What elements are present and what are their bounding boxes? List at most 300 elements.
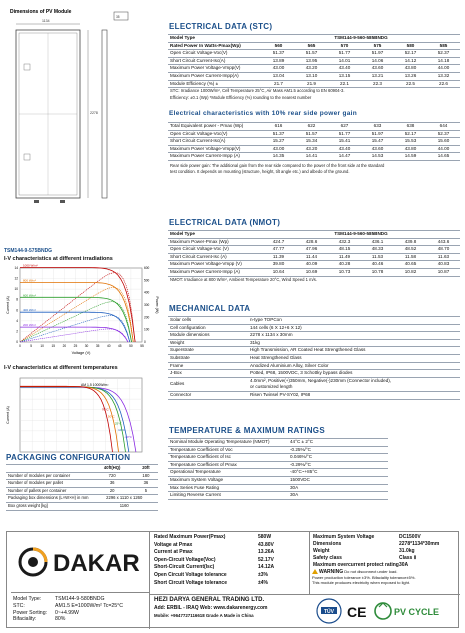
rating-label: Rated Maximum Power(Pmax) [154,534,226,540]
bifacial-label: Short Circuit Current-Isc(A) [168,138,262,146]
rating-value: 580W [258,534,272,540]
stc-value: 22.1 [328,80,361,88]
stc-table [168,34,460,88]
nmot-row [168,246,460,254]
y2-tick-label: 400 [144,290,150,295]
x-tick-label: 0 [19,344,21,348]
svg-text:TÜV: TÜV [324,609,334,615]
mechanical-value: High Transmission, AR Coated Heat Strengthened Glass [248,347,460,355]
nmot-value: 48.70 [427,246,460,254]
temperature-value: 0.046%/°C [288,454,388,462]
system-label: Maximum overcurrent protect rating [313,562,399,568]
x-tick-label: 20 [62,344,67,348]
mechanical-value: n-type TOPCon [248,317,460,325]
label-divider-3 [149,594,460,595]
packaging-title: PACKAGING CONFIGURATION [6,453,131,462]
nmot-value: 10.64 [262,268,295,276]
rating-value: 14.12A [258,564,275,571]
y2-axis-label: Power (W) [155,296,159,314]
nmot-value: 48.52 [394,246,427,254]
stc-value: 52.17 [394,50,427,58]
y-tick-label: 8 [16,297,18,302]
nmot-value: 428.6 [295,238,328,246]
nmot-value: 40.83 [427,261,460,269]
nmot-row [168,261,460,269]
stc-value: 43.20 [295,65,328,73]
brand-name: DAKAR [53,550,140,577]
stc-row [168,72,460,80]
stc-value: 14.06 [361,57,394,65]
mechanical-title: MECHANICAL DATA [169,304,251,313]
label-system [313,534,458,569]
pack-header-40ft: 40ft(HQ) [91,465,134,473]
bifacial-row [168,145,460,153]
nmot-value: 10.73 [328,268,361,276]
warning-text-3: This module produces electricity when exposed to light. [312,580,411,585]
y-axis-label: Current (A) [6,406,10,424]
system-value: Class Ⅱ [399,555,417,561]
bifacial-value: 52.17 [394,130,427,138]
stc-value: 580 [394,42,427,50]
stc-value: 14.01 [328,57,361,65]
bifacial-label: Total Equivalent power - Pmax (Wp) [168,123,262,131]
stc-value: 43.00 [262,65,295,73]
temperature-label: Nominal Module Operating Temperature (NMOT) [168,439,288,447]
rating-row [154,564,304,572]
bifacial-value: 51.57 [295,130,328,138]
system-value: DC1500V [399,534,421,540]
module-dimension-drawing [4,4,132,204]
system-label: Safety class [313,555,342,561]
bifacial-value: 14.53 [361,153,394,161]
nmot-value: 39.80 [262,261,295,269]
packaging-value: 20 [91,487,134,495]
stc-row [168,65,460,73]
stc-row [168,42,460,50]
stc-value: 13.89 [262,57,295,65]
bifacial-value: 43.80 [394,145,427,153]
x-tick-label: 10 [40,344,44,348]
bifacial-row [168,153,460,161]
mechanical-value: 31kg [248,339,460,347]
nmot-value: 439.8 [394,238,427,246]
stc-value: 43.80 [394,65,427,73]
stc-value: 43.60 [361,65,394,73]
stc-label: Maximum Power Current-Impp(A) [168,72,262,80]
mechanical-label: Substrate [168,354,248,362]
stc-label: Rated Power In Watts-Pmax(Wp) [168,42,262,50]
plot-area [20,268,142,342]
stc-value: 13.15 [328,72,361,80]
stc-value: 570 [328,42,361,50]
temperature-row [168,446,388,454]
nmot-row [168,268,460,276]
warning-icon [312,569,318,574]
y-tick-label: 4 [16,318,18,323]
label-sorting: 0~+4.99W [55,609,79,616]
rating-value: 13.26A [258,549,275,556]
x-tick-label: 55 [140,344,144,348]
bifacial-title: Electrical characteristics with 10% rear side power gain [169,110,358,117]
packaging-value: 36 [91,480,134,488]
bifacial-value: 627 [328,123,361,131]
pv-cycle-icon [375,603,439,619]
legend-label: 600 W/m² [23,293,37,298]
bifacial-value: 15.27 [262,138,295,146]
temperature-value: -0.29%/°C [288,461,388,469]
x-tick-label: 35 [95,344,100,348]
temperature-row [168,476,388,484]
stc-label: Module Efficiency (%) ± [168,80,262,88]
temperature-value: 30A [288,484,388,492]
x-tick-label: 30 [84,344,89,348]
nmot-value: 432.3 [328,238,361,246]
temperature-value: -0.25%/°C [288,446,388,454]
label-divider-2 [309,532,310,594]
nmot-row [168,253,460,261]
nmot-value: 436.1 [361,238,394,246]
y-tick-label: 14 [14,266,18,270]
rating-value: ±4% [258,579,268,586]
bifacial-value: 14.35 [262,153,295,161]
temperature-value: 30A [288,492,388,500]
bifacial-value: 14.47 [328,153,361,161]
mechanical-label: Frame [168,362,248,370]
y2-tick-label: 200 [144,315,150,320]
temperature-row [168,484,388,492]
nmot-label: Maximum Power-Pmax (Wp) [168,238,262,246]
stc-value: 51.57 [295,50,328,58]
certification-marks [315,596,457,626]
stc-value: 51.77 [328,50,361,58]
x-tick-label: 45 [118,344,122,348]
tuv-mark-icon [317,599,341,623]
rating-label: Voltage at Pmax [154,541,193,548]
temperature-value: 1500VDC [288,476,388,484]
logo-divider [11,592,149,593]
nmot-value: 40.28 [328,261,361,269]
rating-row [154,542,304,550]
nmot-value: 48.15 [328,246,361,254]
temperature-label: Temperature Coefficient of Isc [168,454,288,462]
nmot-value: 10.78 [361,268,394,276]
bifacial-table [168,122,460,161]
temperature-label: Maximum System Voltage [168,476,288,484]
temperature-row [168,492,388,500]
label-divider-1 [149,532,150,629]
bifacial-row [168,123,460,131]
nmot-value: 10.82 [394,268,427,276]
stc-value: 13.95 [295,57,328,65]
mechanical-row [168,324,460,332]
dim-height: 2278 [90,111,98,115]
stc-value: 13.04 [262,72,295,80]
bifacial-label: Maximum Power Voltage-Vmpp(V) [168,145,262,153]
stc-value: 52.37 [427,50,460,58]
x-tick-label: 5 [30,344,32,348]
legend-label: 400 W/m² [23,308,37,313]
stc-value: 14.12 [394,57,427,65]
nmot-value: 11.58 [394,253,427,261]
y-tick-label: 10 [14,287,18,292]
warning-text-1: Do not disconnect under load. [344,569,398,574]
iv-irr-title: I-V characteristics at different irradiations [4,256,113,262]
mechanical-row [168,377,460,391]
mechanical-row [168,339,460,347]
nmot-value: 47.77 [262,246,295,254]
bifacial-value: 616 [262,123,295,131]
nmot-value: 11.53 [361,253,394,261]
nmot-value: 48.33 [361,246,394,254]
bifacial-value: 15.34 [295,138,328,146]
iv-irradiance-chart [4,264,162,360]
temperature-title: TEMPERATURE & MAXIMUM RATINGS [169,426,325,435]
system-row [313,562,458,569]
stc-value: 21.7 [262,80,295,88]
mechanical-label: Cell configuration [168,324,248,332]
stc-note-2: Efficiency: ±0.1 (Wp) *Module Efficiency (%) rounding to the nearest number [170,95,312,100]
bifacial-value: 644 [427,123,460,131]
dim-width: 1134 [42,19,50,23]
nameplate-label [6,531,459,628]
mechanical-row [168,391,460,399]
stc-value: 51.37 [262,50,295,58]
bifacial-value: 43.20 [295,145,328,153]
rating-label: Current at Pmax [154,549,193,556]
dim-thickness: 35 [116,15,120,19]
model-value: TSM144-9-560-585BNDG [262,35,460,43]
temperature-label: Operational Temperature [168,469,288,477]
bifacial-value: 633 [361,123,394,131]
stc-value: 14.18 [427,57,460,65]
bifacial-label: Maximum Power Current-Impp (A) [168,153,262,161]
x-tick-label: 15 [51,344,56,348]
stc-row [168,50,460,58]
packaging-label: Number of modules per pallet [6,480,91,488]
mechanical-value: Heat Strengthened Glass [248,354,460,362]
bifacial-value: 14.65 [427,153,460,161]
nmot-value: 10.87 [427,268,460,276]
model-label: Model Type [168,35,262,43]
x-axis-label: Voltage (V) [71,351,91,355]
stc-value: 44.00 [427,65,460,73]
y-axis-label: Current (A) [6,296,10,314]
system-row [313,555,458,562]
packaging-value: 36 [134,480,158,488]
rating-label: Open Circuit Voltage tolerance [154,571,227,578]
bifacial-note-1: Rear side power gain: The additional gain from the rear side compared to the power of the front side at the standard [170,163,385,168]
nmot-row [168,238,460,246]
rating-value: ±3% [258,571,268,578]
stc-value: 21.9 [295,80,328,88]
nmot-value: 11.39 [262,253,295,261]
mechanical-row [168,362,460,370]
label-sorting-label: Power Sorting: [13,609,48,616]
nmot-value: 11.44 [295,253,328,261]
packaging-label: Number of pallets per container [6,487,91,495]
pack-header-blank [6,465,91,473]
y2-tick-label: 0 [144,340,146,344]
stc-row [168,57,460,65]
label-ratings [154,534,304,587]
packaging-row [6,487,158,495]
bifacial-row [168,130,460,138]
bifacial-value: 638 [394,123,427,131]
nmot-value: 40.09 [295,261,328,269]
temperature-row [168,454,388,462]
system-label: Dimensions [313,541,342,547]
stc-value: 43.40 [328,65,361,73]
system-row [313,548,458,555]
mechanical-value: Anodized Aluminium Alloy, Silver Color [248,362,460,370]
mechanical-value: 144 cells (6 X 12+6 X 12) [248,324,460,332]
dakar-logo [13,538,143,586]
x-tick-label: 50 [129,344,133,348]
x-tick-label: 40 [106,344,111,348]
label-bifaciality: 80% [55,616,66,623]
nmot-title: ELECTRICAL DATA (NMOT) [169,218,281,227]
temperature-row [168,469,388,477]
stc-value: 22.3 [361,80,394,88]
mechanical-value: Risen Twinsel PV-SY02, IP68 [248,391,460,399]
nmot-value: 40.65 [394,261,427,269]
packaging-value: 720 [91,472,134,480]
temperature-value: -40°C~+85°C [288,469,388,477]
stc-value: 13.10 [295,72,328,80]
temperature-row [168,439,388,447]
mechanical-label: Solar cells [168,317,248,325]
nmot-value: 11.49 [328,253,361,261]
label-bifaciality-label: Bifaciality: [13,616,37,623]
warning-title: WARNING [319,569,344,575]
packaging-label: Number of modules per container [6,472,91,480]
bifacial-label: Open Circuit Voltage-Voc(V) [168,130,262,138]
bifacial-value: 43.00 [262,145,295,153]
y-tick-label: 2 [16,329,18,334]
legend-label: 1000 W/m² [23,264,38,268]
legend-label: 800 W/m² [23,278,37,283]
packaging-value: 180 [134,472,158,480]
stc-value: 22.6 [427,80,460,88]
label-model-label: Model Type: [13,596,42,602]
nmot-value: 11.63 [427,253,460,261]
y-tick-label: 0 [16,340,18,344]
nmot-model-label: Model Type [168,231,262,239]
packaging-value: 1160 [91,502,158,510]
mechanical-row [168,370,460,378]
rating-label: Short Circuit Voltage tolerance [154,579,227,586]
stc-value: 13.26 [394,72,427,80]
mechanical-value-cont: or customized length [250,384,293,390]
packaging-row [6,502,158,510]
bifacial-note-2: test condition. It depends on mounting (structure, height, tilt angle etc.) and albedo of the ground. [170,169,350,174]
system-label: Weight [313,548,330,554]
packaging-row [6,495,158,503]
stc-note-1: STC: Irradiance 1000W/m², Cell Temperature 25°C, Air Mass AM1.5 according to EN 60904-3. [170,88,345,93]
nmot-label: Maximum Power Current-Impp (A) [168,268,262,276]
packaging-value: 5 [134,487,158,495]
bifacial-value: 15.41 [328,138,361,146]
temperature-row [168,461,388,469]
y2-tick-label: 500 [144,278,150,283]
legend-label: 50°C [107,414,115,419]
legend-label: 10°C [118,428,125,433]
nmot-label: Maximum Power Voltage-Vmpp (V) [168,261,262,269]
rating-row [154,549,304,557]
nmot-value: 424.7 [262,238,295,246]
iv-temp-title: I-V characteristics at different temperatures [4,365,118,371]
rating-row [154,572,304,580]
bifacial-value: 14.41 [295,153,328,161]
nmot-label: Open Circuit Voltage-Voc (V) [168,246,262,254]
bifacial-value: 52.37 [427,130,460,138]
packaging-label: Packaging box dimensions (L×W×H) in mm [6,495,91,503]
rating-value: 43.80V [258,541,274,548]
legend-label: -10°C [124,435,132,440]
company-contact: Mobile: +9647727116618 Grade A Made in China [154,613,254,618]
system-value: 2278*1134*30mm [399,541,440,547]
system-row [313,541,458,548]
bifacial-value: 43.60 [361,145,394,153]
mechanical-label: Module dimensions [168,332,248,340]
temperature-label: Temperature Coefficient of Voc [168,446,288,454]
warning-block [312,569,458,585]
nmot-note: NMOT: Irradiance at 800 W/m², Ambient Temperature 20°C, Wind Speed 1 m/s. [170,277,318,282]
x-tick-label: 25 [73,344,78,348]
packaging-label: Box gross weight [kg] [6,502,91,510]
bifacial-value: 15.60 [427,138,460,146]
rating-row [154,580,304,588]
bifacial-value: 622 [295,123,328,131]
system-row [313,534,458,541]
company-address: Add: ERBIL - IRAQ Web: www.dakarenergy.com [154,605,268,611]
packaging-row [6,480,158,488]
system-label: Maximum System Voltage [313,534,375,540]
bifacial-value: 51.77 [328,130,361,138]
stc-value: 585 [427,42,460,50]
stc-title: ELECTRICAL DATA (STC) [169,22,273,31]
temperature-label: Max Series Fuse Rating [168,484,288,492]
packaging-value: 2296 x 1110 x 1260 [91,495,158,503]
mechanical-row [168,332,460,340]
stc-value: 22.5 [394,80,427,88]
legend-label: 200 W/m² [23,323,37,328]
bifacial-value: 51.97 [361,130,394,138]
stc-value: 575 [361,42,394,50]
label-model: TSM144-9-580BNDG [55,596,105,602]
mechanical-label: Cables [168,377,248,391]
temperature-label: Temperature Coefficient of Pmax [168,461,288,469]
nmot-value: 47.96 [295,246,328,254]
nmot-value: 40.46 [361,261,394,269]
rating-row [154,534,304,542]
nmot-label: Short Circuit Current-Isc (A) [168,253,262,261]
system-value: 30A [399,562,409,568]
stc-value: 560 [262,42,295,50]
mechanical-value: Potted, IP68, 1500VDC, 3 Schottky bypass diodes [248,370,460,378]
mechanical-value: 2278 x 1134 x 30mm [248,332,460,340]
bifacial-value: 15.47 [361,138,394,146]
packaging-table [6,464,158,511]
mechanical-row [168,317,460,325]
stc-label: Maximum Power Voltage-Vmpp(V) [168,65,262,73]
mechanical-label: Superstrate [168,347,248,355]
stc-label: Short Circuit Current-Isc(A) [168,57,262,65]
company-name: HEZI DARYA GENERAL TRADING LTD. [154,597,265,603]
y2-tick-label: 600 [144,266,150,270]
bifacial-row [168,138,460,146]
conditions-label: AM 1.5 1000W/m² [81,383,109,387]
